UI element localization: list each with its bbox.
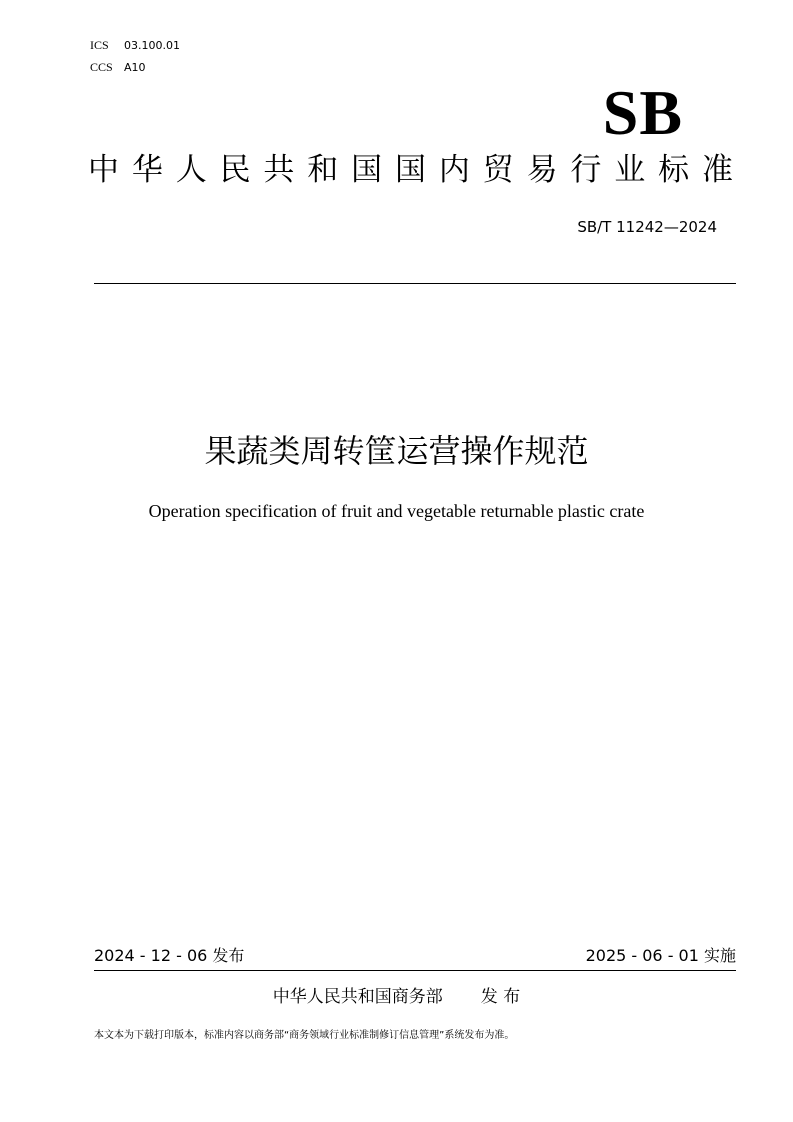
- ccs-value: A10: [124, 61, 146, 74]
- issue-date: 2024 - 12 - 06 发布: [94, 946, 245, 965]
- ics-label: ICS: [90, 38, 109, 52]
- bottom-divider: [94, 970, 736, 971]
- document-title-chinese: 果蔬类周转筐运营操作规范: [204, 432, 589, 470]
- implementation-date: 2025 - 06 - 01 实施: [585, 946, 736, 965]
- ics-value: 03.100.01: [124, 39, 180, 52]
- standard-code: SB/T 11242—2024: [577, 218, 717, 236]
- sb-standard-mark: SB: [602, 77, 683, 148]
- publisher-name: 中华人民共和国商务部: [272, 987, 443, 1007]
- publisher-action: 发 布: [480, 987, 521, 1007]
- ccs-label: CCS: [90, 60, 113, 74]
- publisher-line: [0, 986, 793, 1008]
- standard-category-title: 中华人民共和国国内贸易行业标准: [88, 152, 733, 188]
- document-title-english: Operation specification of fruit and vegetable returnable plastic crate: [148, 501, 645, 521]
- footer-note: 本文本为下载打印版本，标准内容以商务部“商务领域行业标准制修订信息管理”系统发布为准。: [94, 1030, 515, 1041]
- top-divider: [94, 283, 736, 284]
- ics-classification: [90, 38, 180, 53]
- ccs-classification: [90, 60, 146, 75]
